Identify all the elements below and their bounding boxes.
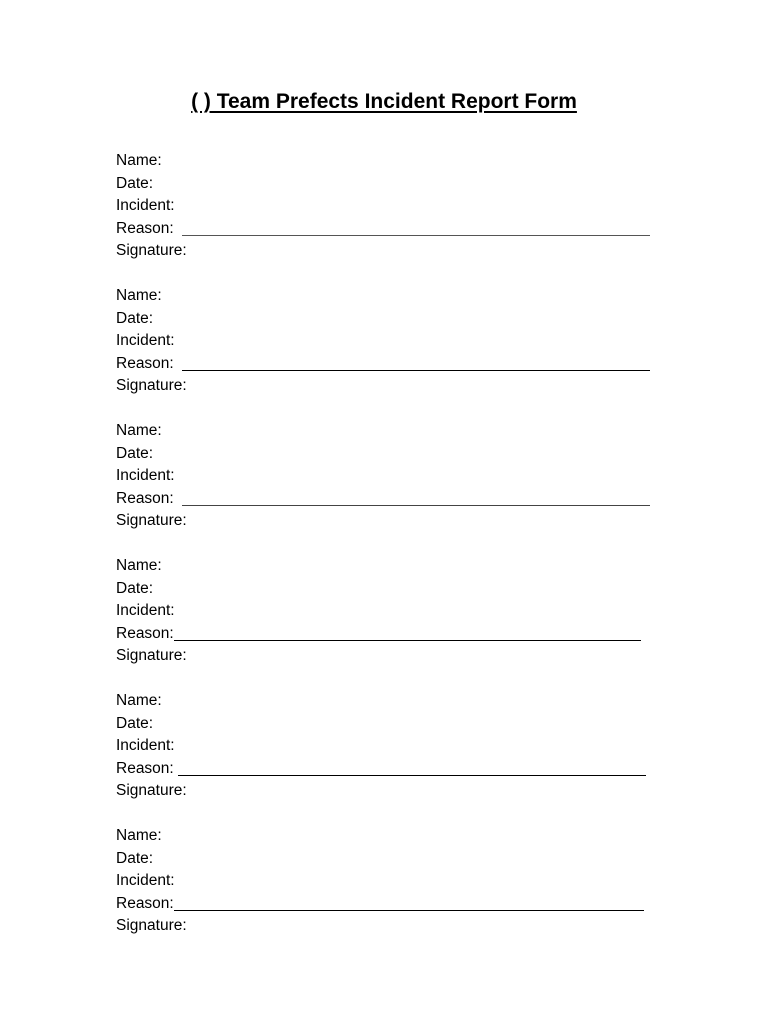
date-line: [116, 578, 656, 601]
reason-fill-line: [178, 775, 646, 776]
date-line: [116, 443, 656, 466]
incident-label: Incident:: [116, 602, 175, 619]
name-line: [116, 690, 656, 713]
reason-line: [116, 218, 656, 241]
reason-label: Reason:: [116, 894, 174, 912]
date-label: Date:: [116, 714, 154, 732]
signature-line: [116, 375, 656, 398]
reason-label: Reason:: [116, 489, 174, 507]
name-label: Name:: [116, 287, 162, 304]
signature-label: Signature:: [116, 377, 187, 394]
reason-label: Reason:: [116, 624, 174, 642]
reason-fill-line: [174, 640, 641, 641]
incident-entry-4: [116, 555, 656, 690]
incident-label: Incident:: [116, 467, 175, 484]
signature-line: [116, 645, 656, 668]
reason-label: Reason:: [116, 759, 174, 777]
incident-label: Incident:: [116, 332, 175, 349]
signature-line: [116, 915, 656, 938]
date-label: Date:: [116, 444, 154, 462]
name-line: [116, 825, 656, 848]
signature-label: Signature:: [116, 917, 187, 934]
incident-entry-3: [116, 420, 656, 555]
date-label: Date:: [116, 849, 154, 867]
reason-label: Reason:: [116, 354, 174, 372]
name-label: Name:: [116, 827, 162, 844]
incident-entry-5: [116, 690, 656, 825]
name-label: Name:: [116, 152, 162, 169]
incident-entry-1: [116, 150, 656, 285]
incident-line: [116, 330, 656, 353]
name-label: Name:: [116, 557, 162, 574]
signature-line: [116, 510, 656, 533]
signature-label: Signature:: [116, 242, 187, 259]
date-label: Date:: [116, 174, 154, 192]
name-line: [116, 150, 656, 173]
signature-label: Signature:: [116, 512, 187, 529]
incident-entry-6: [116, 825, 656, 960]
reason-fill-line: [182, 505, 650, 506]
reason-label: Reason:: [116, 219, 174, 237]
signature-label: Signature:: [116, 782, 187, 799]
incident-line: [116, 870, 656, 893]
date-line: [116, 848, 656, 871]
reason-fill-line: [174, 910, 644, 911]
date-label: Date:: [116, 579, 154, 597]
incident-label: Incident:: [116, 197, 175, 214]
date-line: [116, 173, 656, 196]
incident-label: Incident:: [116, 872, 175, 889]
name-line: [116, 285, 656, 308]
page-title: ( ) Team Prefects Incident Report Form: [191, 90, 577, 113]
signature-line: [116, 780, 656, 803]
reason-line: [116, 758, 656, 781]
date-line: [116, 308, 656, 331]
incident-line: [116, 600, 656, 623]
incident-entry-2: [116, 285, 656, 420]
reason-fill-line: [182, 235, 650, 236]
signature-line: [116, 240, 656, 263]
name-label: Name:: [116, 692, 162, 709]
incident-line: [116, 465, 656, 488]
incident-line: [116, 735, 656, 758]
reason-line: [116, 488, 656, 511]
name-line: [116, 555, 656, 578]
date-line: [116, 713, 656, 736]
signature-label: Signature:: [116, 647, 187, 664]
incident-entries: [116, 150, 656, 960]
date-label: Date:: [116, 309, 154, 327]
incident-label: Incident:: [116, 737, 175, 754]
reason-fill-line: [182, 370, 650, 371]
reason-line: [116, 893, 656, 916]
name-label: Name:: [116, 422, 162, 439]
reason-line: [116, 623, 656, 646]
name-line: [116, 420, 656, 443]
reason-line: [116, 353, 656, 376]
incident-line: [116, 195, 656, 218]
